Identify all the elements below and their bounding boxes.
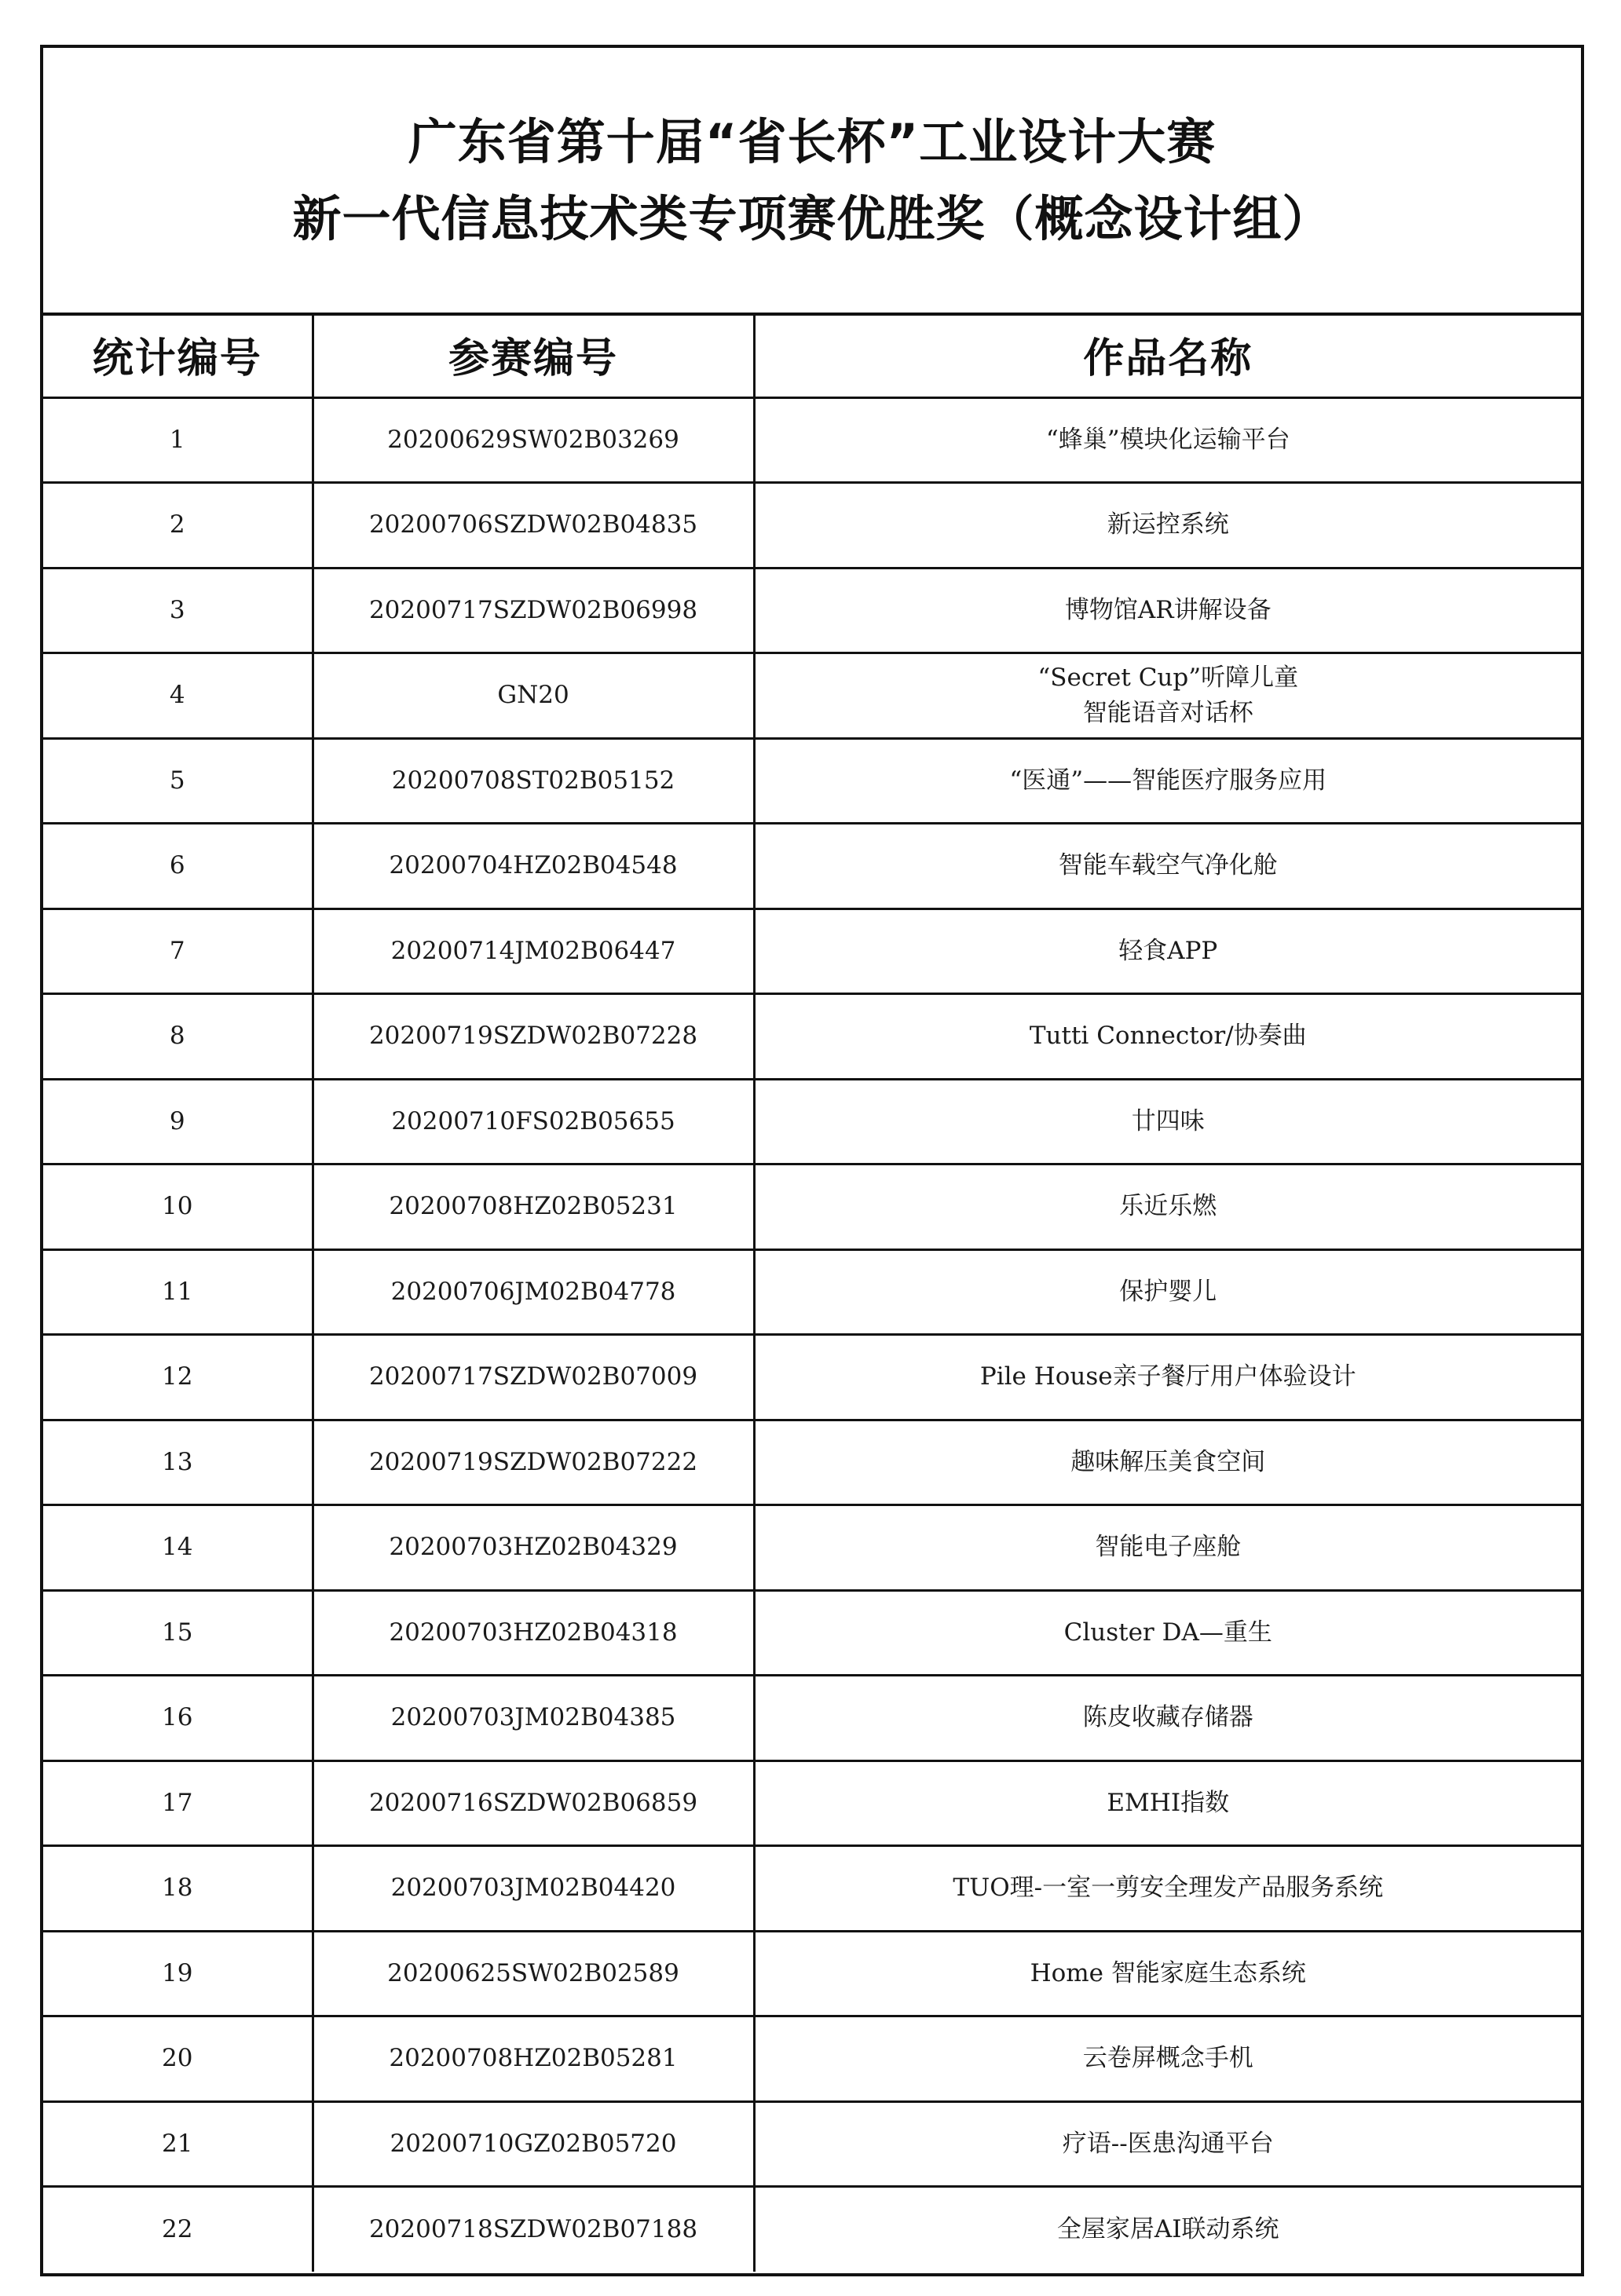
cell-work-title <box>754 994 1581 1080</box>
table-body <box>43 397 1581 2272</box>
cell-work-title <box>754 1079 1581 1164</box>
cell-work-title <box>754 483 1581 569</box>
cell-work-title <box>754 1760 1581 1846</box>
cell-stat-number: 19 <box>43 1931 313 2016</box>
award-table <box>43 313 1581 2272</box>
cell-work-title <box>754 1164 1581 1250</box>
cell-stat-number: 22 <box>43 2187 313 2272</box>
table-row <box>43 1846 1581 1932</box>
cell-work-title <box>754 1590 1581 1676</box>
work-title-line: “蜂巢”模块化运输平台 <box>1045 425 1290 454</box>
cell-work-title <box>754 1249 1581 1335</box>
work-title-line: EMHI指数 <box>1107 1788 1230 1817</box>
work-title-line: 博物馆AR讲解设备 <box>1064 595 1272 624</box>
cell-stat-number: 10 <box>43 1164 313 1250</box>
work-title-line: Home 智能家庭生态系统 <box>1030 1958 1306 1987</box>
header-stat-number: 统计编号 <box>43 313 313 397</box>
cell-entry-code: 20200717SZDW02B06998 <box>313 568 754 653</box>
cell-stat-number: 17 <box>43 1760 313 1846</box>
cell-entry-code: 20200708HZ02B05281 <box>313 2016 754 2102</box>
work-title-line: 云卷屏概念手机 <box>1082 2044 1253 2073</box>
table-row <box>43 1335 1581 1420</box>
cell-entry-code: 20200714JM02B06447 <box>313 909 754 994</box>
cell-stat-number: 20 <box>43 2016 313 2102</box>
cell-entry-code: 20200708HZ02B05231 <box>313 1164 754 1250</box>
cell-stat-number: 14 <box>43 1505 313 1591</box>
cell-work-title <box>754 1931 1581 2016</box>
work-title-line: 智能车载空气净化舱 <box>1058 851 1278 880</box>
cell-entry-code: 20200706JM02B04778 <box>313 1249 754 1335</box>
document-title <box>43 48 1581 316</box>
cell-entry-code: 20200703HZ02B04318 <box>313 1590 754 1676</box>
cell-work-title <box>754 653 1581 739</box>
cell-work-title <box>754 2101 1581 2187</box>
cell-work-title <box>754 2016 1581 2102</box>
work-title-line: 保护婴儿 <box>1119 1277 1217 1306</box>
award-list-sheet <box>40 45 1584 2276</box>
table-row <box>43 738 1581 824</box>
cell-work-title <box>754 824 1581 909</box>
table-row <box>43 1590 1581 1676</box>
header-entry-code: 参赛编号 <box>313 313 754 397</box>
cell-stat-number: 8 <box>43 994 313 1080</box>
work-title-line: 智能电子座舱 <box>1095 1533 1242 1562</box>
cell-stat-number: 13 <box>43 1420 313 1505</box>
cell-entry-code: 20200629SW02B03269 <box>313 397 754 483</box>
cell-work-title <box>754 909 1581 994</box>
work-title-line: Cluster DA—重生 <box>1063 1618 1272 1647</box>
work-title-line: “Secret Cup”听障儿童 <box>1037 663 1299 692</box>
cell-stat-number: 7 <box>43 909 313 994</box>
table-row <box>43 1249 1581 1335</box>
table-row <box>43 2016 1581 2102</box>
header-work-title: 作品名称 <box>754 313 1581 397</box>
cell-stat-number: 1 <box>43 397 313 483</box>
table-row <box>43 397 1581 483</box>
cell-entry-code: 20200703JM02B04385 <box>313 1676 754 1761</box>
cell-work-title <box>754 1505 1581 1591</box>
work-title-line: 全屋家居AI联动系统 <box>1056 2215 1279 2243</box>
work-title-line: 智能语音对话杯 <box>1082 698 1253 727</box>
cell-entry-code: GN20 <box>313 653 754 739</box>
work-title-line: Tutti Connector/协奏曲 <box>1029 1022 1307 1051</box>
work-title-line: 廿四味 <box>1131 1106 1205 1135</box>
table-row <box>43 568 1581 653</box>
cell-stat-number: 18 <box>43 1846 313 1932</box>
table-row <box>43 2187 1581 2272</box>
cell-entry-code: 20200703JM02B04420 <box>313 1846 754 1932</box>
table-row <box>43 2101 1581 2187</box>
cell-stat-number: 6 <box>43 824 313 909</box>
cell-entry-code: 20200625SW02B02589 <box>313 1931 754 2016</box>
cell-stat-number: 2 <box>43 483 313 569</box>
work-title-line: 乐近乐燃 <box>1119 1192 1217 1221</box>
cell-entry-code: 20200710GZ02B05720 <box>313 2101 754 2187</box>
table-row <box>43 1079 1581 1164</box>
cell-stat-number: 15 <box>43 1590 313 1676</box>
title-line-2: 新一代信息技术类专项赛优胜奖（概念设计组） <box>292 189 1332 247</box>
cell-entry-code: 20200719SZDW02B07228 <box>313 994 754 1080</box>
cell-stat-number: 4 <box>43 653 313 739</box>
table-row <box>43 653 1581 739</box>
table-row <box>43 1931 1581 2016</box>
cell-work-title <box>754 1420 1581 1505</box>
cell-stat-number: 16 <box>43 1676 313 1761</box>
work-title-line: 疗语--医患沟通平台 <box>1062 2129 1274 2158</box>
cell-work-title <box>754 2187 1581 2272</box>
table-row <box>43 1420 1581 1505</box>
table-row <box>43 1164 1581 1250</box>
cell-stat-number: 11 <box>43 1249 313 1335</box>
cell-stat-number: 21 <box>43 2101 313 2187</box>
cell-work-title <box>754 738 1581 824</box>
table-row <box>43 824 1581 909</box>
cell-work-title <box>754 1846 1581 1932</box>
cell-stat-number: 5 <box>43 738 313 824</box>
cell-stat-number: 12 <box>43 1335 313 1420</box>
cell-stat-number: 9 <box>43 1079 313 1164</box>
cell-work-title <box>754 568 1581 653</box>
cell-entry-code: 20200703HZ02B04329 <box>313 1505 754 1591</box>
cell-entry-code: 20200704HZ02B04548 <box>313 824 754 909</box>
title-line-1: 广东省第十届“省长杯”工业设计大赛 <box>408 112 1217 170</box>
table-row <box>43 1676 1581 1761</box>
cell-work-title <box>754 1676 1581 1761</box>
cell-entry-code: 20200717SZDW02B07009 <box>313 1335 754 1420</box>
work-title-line: 趣味解压美食空间 <box>1070 1447 1266 1476</box>
cell-entry-code: 20200716SZDW02B06859 <box>313 1760 754 1846</box>
cell-entry-code: 20200708ST02B05152 <box>313 738 754 824</box>
work-title-line: “医通”——智能医疗服务应用 <box>1009 766 1327 795</box>
work-title-line: TUO理-一室一剪安全理发产品服务系统 <box>953 1874 1384 1903</box>
cell-work-title <box>754 397 1581 483</box>
cell-work-title <box>754 1335 1581 1420</box>
table-row <box>43 1760 1581 1846</box>
work-title-line: Pile House亲子餐厅用户体验设计 <box>979 1362 1356 1391</box>
table-row <box>43 909 1581 994</box>
cell-entry-code: 20200718SZDW02B07188 <box>313 2187 754 2272</box>
cell-entry-code: 20200710FS02B05655 <box>313 1079 754 1164</box>
table-row <box>43 1505 1581 1591</box>
work-title-line: 陈皮收藏存储器 <box>1082 1703 1253 1732</box>
table-row <box>43 483 1581 569</box>
table-row <box>43 994 1581 1080</box>
cell-stat-number: 3 <box>43 568 313 653</box>
table-header-row <box>43 313 1581 397</box>
work-title-line: 新运控系统 <box>1107 510 1229 539</box>
cell-entry-code: 20200706SZDW02B04835 <box>313 483 754 569</box>
cell-entry-code: 20200719SZDW02B07222 <box>313 1420 754 1505</box>
work-title-line: 轻食APP <box>1118 936 1218 965</box>
